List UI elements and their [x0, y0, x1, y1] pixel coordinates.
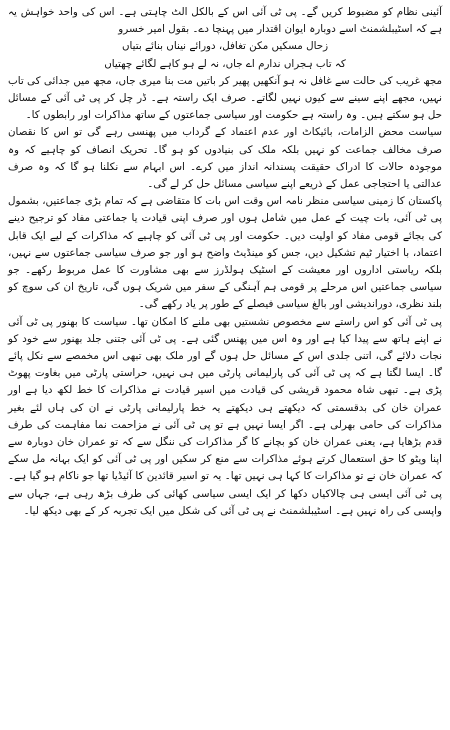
paragraph-translation: مجھ غریب کی حالت سے غافل نہ ہو آنکھیں پھیر کر باتیں مت بنا میری جاں، مجھ میں جدائی کی تاب نہیں، مجھے اپنے سینے سے کیوں نہیں لگاتے۔ صرف ایک راستہ ہے۔ ڈر چل کر پی ٹی آئی کے مسائل حل ہو سکتے ہیں۔ وہ راستہ ہے حکومت اور سیاسی جماعتوں کے ساتھ مذاکرات اور رابطوں کا۔	[8, 74, 442, 122]
paragraph-intro: آئینی نظام کو مضبوط کریں گے۔ پی ٹی آئی اس کے بالکل الٹ چاہتی ہے۔ اس کی واحد خواہش یہ ہے کہ اسٹیبلشمنٹ اسے دوبارہ ایوان اقتدار میں پہنچا دے۔ بقول امیر خسرو	[8, 6, 442, 36]
poem-couplet	[8, 38, 442, 72]
paragraph-pti: پی ٹی آئی کو اس راستے سے مخصوص نشستیں بھی ملنے کا امکان تھا۔ سیاست کا بھنور پی ٹی آئی نے اپنے ہاتھ سے پیدا کیا ہے اور وہ اس میں پھنس گئی ہے۔ پی ٹی آئی جتنی جلد بھنور سے خود کو نجات دلائے گی، اتنی جلدی اس کے مسائل حل ہوں گے اور ملک بھی تبھی اس مخمصے سے نکل پائے گا۔ ایسا لگتا ہے کہ پی ٹی آئی کی پارلیمانی پارٹی میں ہی نہیں، حراستی پارٹی میں بغاوت پھوٹ پڑی ہے۔ تبھی شاہ محمود قریشی کی قیادت میں اسیر قیادت نے مذاکرات کا خط لکھ دیا ہے اور عمران خان کی بدقسمتی کہ دیکھتے ہی دیکھتے یہ خط پارلیمانی پارٹی نے ان کی ہاں لئے بغیر مذاکرات کی حامی بھرلی ہے۔ اگر ایسا نہیں ہے تو پی ٹی آئی نے مزاحمت نما مفاہمت کی طرف قدم بڑھایا ہے، یعنی عمران خان کو بچانے کا گر مذاکرات کی ننگل سے کہ تو عمران خان دوبارہ سے اپنا ویٹو کا حق استعمال کرتے ہوئے مذاکرات سے منع کر سکیں اور پی ٹی آئی کو ایک بہانہ مل سکے کہ عمران خان نے تو مذاکرات کا کہا ہی نہیں تھا۔ یہ تو اسیر قائدین کا آئیڈیا تھا جو ناکام ہو گیا ہے۔ پی ٹی آئی ایسی ہی چالاکیاں دکھا کر ایک ایسی سیاسی کھائی کی طرف بڑھ رہی ہے، جہاں سے واپسی کی راہ نہیں ہے۔ اسٹیبلشمنٹ نے پی ٹی آئی کی شکل میں ایک تجربہ کر کے بھی دیکھ لیا۔	[8, 315, 442, 517]
poem-line-1: زحال مسکیں مکن تغافل، دورائے نیناں بنائے بتیاں	[121, 40, 329, 53]
poem-line-2: کہ تاب ہجراں ندارم اے جاں، نہ لے ہو کاہے لگائے چھتیاں	[104, 57, 346, 70]
paragraph-dialogue: پاکستان کا زمینی سیاسی منظر نامہ اس وقت اس بات کا متقاضی ہے کہ تمام بڑی جماعتیں، بشمول پی ٹی آئی، بات چیت کے عمل میں شامل ہوں اور صرف اپنی قیادت یا جماعتی مفاد کو ترجیح دینے کی بجائے قومی مفاد کو اولیت دیں۔ حکومت اور پی ٹی آئی کو چاہیے کہ مذاکرات کے لیے ایک قابل اعتماد، با اختیار ٹیم تشکیل دیں، جس کو مینڈیٹ واضح ہو اور جو صرف سیاسی جماعتوں سے نہیں، بلکہ ریاستی اداروں اور معیشت کے اسٹیک ہولڈرز سے بھی مشاورت کا عمل مربوط رکھے۔ جو سیاسی جماعتیں اس مرحلے پر قومی ہم آہنگی کے سفر میں شریک ہوں گی، تاریخ ان کی سوچ کو بلند نظری، دوراندیشی اور بالغ سیاسی فیصلے کے طور پر یاد رکھے گی۔	[8, 195, 442, 311]
paragraph-politics: سیاست محض الزامات، بائیکاٹ اور عدم اعتماد کے گرداب میں پھنسی رہے گی تو اس کا نقصان صرف مخالف جماعت کو نہیں بلکہ ملک کی بنیادوں کو ہو گا۔ تحریک انصاف کو چاہیے کہ وہ موجودہ حالات کا ادراک حقیقت پسندانہ انداز میں کرے۔ اس ابہام سے نکلنا ہو گا کہ وہ صرف عدالتی یا احتجاجی عمل کے ذریعے اپنے سیاسی مسائل حل کر لے گی۔	[8, 126, 442, 191]
